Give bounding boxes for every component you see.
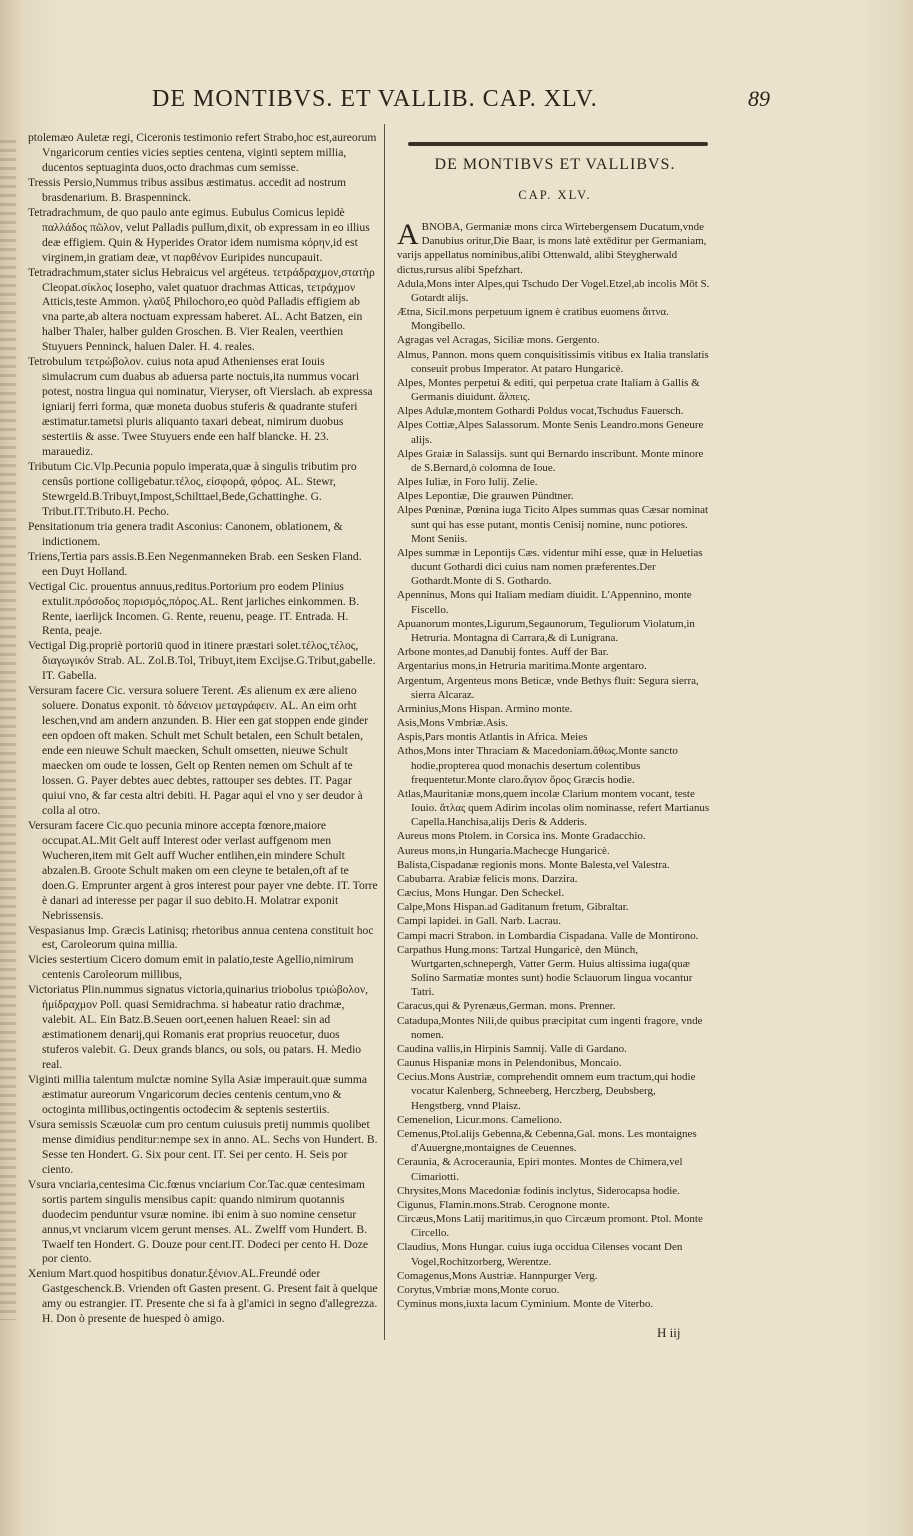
mountain-entry: Campi macri Strabon. in Lombardia Cispadana. Valle de Montirono. (397, 929, 699, 942)
glossary-entry: Vsura semissis Scæuolæ cum pro centum cuiusuis pretij nummis quolibet mense dimidius penditur:nempe sex in anno. AL. Sechs von Hundert. B. Sesse ten Hondert. G. Six pour cent. IT. Sei per cento. H. Seis por ciento. (28, 1117, 378, 1176)
chapter-number: CAP. XLV. (518, 188, 592, 202)
mountain-entry: Carpathus Hung.mons: Tartzal Hungaricè, den Münch, Wurtgarten,schnepergh, Vatter Germ. Huius altissima iuga(quæ Solino Sarmatiæ montes sunt) hodie Sclauorum lingua vocantur Tatri. (397, 943, 693, 999)
glossary-entry: Vectigal Cic. prouentus annuus,reditus.Portorium pro eodem Plinius extulit.πρόσοδος πορισμός,πόρος.AL. Rent jarliches einkommen. B. Rente, iaerlijck Incomen. G. Rente, reuenu, peage. IT. Entrada. H. Renta, peaje. (28, 579, 360, 638)
mountain-entry: Chrysites,Mons Macedoniæ fodinis inclytus, Siderocapsa hodie. (397, 1184, 680, 1197)
first-entry (397, 220, 711, 277)
glossary-entry: Vicies sestertium Cicero domum emit in palatio,teste Agellio,nimirum centenis Caroleorum millibus, (28, 953, 354, 982)
glossary-entry: Vsura vnciaria,centesima Cic.fœnus vnciarium Cor.Tac.quæ centesimam sortis partem singulis mensibus capit: quando nimirum quotannis duodecim penduntur vsuræ nomine. ibi enim à suo nomine censetur annus,vt vnciarum vicem gerunt menses. AL. Zwelff vom Hundert. B. Twaelf ten Hondert. G. Douze pour cent.IT. Dodeci per cento H. Doze por ciento. (28, 1177, 369, 1266)
first-entry-text: BNOBA, Germaniæ mons circa Wirtebergensem Ducatum,vnde Danubius oritur,Die Baar, is mons latè extēditur per Germaniam, varijs appellatus nominibus,alibi Ottenwald, alibi Steygherwald dictus,rursus alibi Spefzhart. (397, 221, 707, 276)
signature-mark: H iij (657, 1325, 681, 1340)
mountain-entry: Cemenelion, Licur.mons. Cameliono. (397, 1113, 562, 1126)
right-column (397, 220, 711, 1311)
mountain-entry: Cemenus,Ptol.alijs Gebenna,& Cebenna,Gal. mons. Les montaignes d'Auuergne,montaignes de Ceuennes. (397, 1128, 697, 1155)
mountain-entry: Alpes summæ in Lepontijs Cæs. videntur mihi esse, quæ in Heluetias ducunt Gothardi dici cuius nam nomen præferentes.Der Gothardt.Monte di S. Gothardo. (397, 546, 703, 588)
mountain-entry: Alpes Adulæ,montem Gothardi Poldus vocat,Tschudus Fauersch. (397, 405, 684, 418)
glossary-entry: Pensitationum tria genera tradit Asconius: Canonem, oblationem, & indictionem. (28, 519, 343, 548)
mountain-entry: Alpes Lepontiæ, Die grauwen Pündtner. (397, 490, 574, 503)
mountain-entry: Cæcius, Mons Hungar. Den Scheckel. (397, 887, 565, 900)
mountain-entry: Caudina vallis,in Hirpinis Samnij. Valle di Gardano. (397, 1042, 627, 1055)
mountain-entry: Aureus mons,in Hungaria.Machecge Hungaricè. (397, 844, 610, 857)
mountain-entry: Alpes Pœninæ, Pœnina iuga Ticito Alpes summas quas Cæsar nominat sunt qui has esse putant, montis Cenisij nomine, nunc potiores. Mont Seniis. (397, 504, 709, 545)
mountain-entry: Atlas,Mauritaniæ mons,quem incolæ Clarium montem vocant, teste Iouio. ἄτλας quem Adirim incolas olim nominasse, refert Martianus Capella.Hanchisa,alijs Deris & Adderis. (397, 787, 710, 829)
mountain-entry: Cabubarra. Arabiæ felicis mons. Darzira. (397, 872, 578, 885)
bleed-through-text (0, 140, 16, 1320)
left-column (28, 131, 378, 1327)
mountain-entry: Caunus Hispaniæ mons in Pelendonibus, Moncaio. (397, 1057, 622, 1070)
mountain-entry: Ætna, Sicil.mons perpetuum ignem è cratibus euomens ἄιτνα. Mongibello. (397, 306, 669, 333)
page-number: 89 (748, 86, 770, 111)
mountain-entry: Caracus,qui & Pyrenæus,German. mons. Prenner. (397, 1000, 616, 1013)
glossary-entry: Viginti millia talentum mulctæ nomine Sylla Asiæ imperauit.quæ summa æstimatur aureorum Vngaricorum decies centenis centum,vno & octoginta millibus,octingentis octodecim & septenis sestertiis. (28, 1073, 368, 1116)
mountain-entry: Argentarius mons,in Hetruria maritima.Monte argentaro. (397, 660, 647, 673)
mountain-entry: Athos,Mons inter Thraciam & Macedoniam.ἄθως.Monte sancto hodie,propterea quod monachis desertum colentibus frequentetur.Monte claro.ἅγιον ὄρος Græcis hodie. (397, 745, 678, 786)
glossary-entry: Triens,Tertia pars assis.B.Een Negenmanneken Brab. een Sesken Fland. een Duyt Holland. (28, 549, 362, 578)
mountain-entry: Balista,Cispadanæ regionis mons. Monte Balesta,vel Valestra. (397, 858, 670, 871)
mountain-entry: Claudius, Mons Hungar. cuius iuga occidua Cilenses vocant Den Vogel,Rochitzorberg, Werentze. (397, 1241, 683, 1268)
glossary-entry: Versuram facere Cic.quo pecunia minore accepta fœnore,maiore occupat.AL.Mit Gelt auff Interest oder verlast auffgenom men Wucheren,item mit Gelt auff Wucher entlihen,ein mindere Schult abzalen.B. Groote Schult maken om een cleyne te betalen,oft af te doen.G. Emprunter argent à gros interest pour payer vne debte. IT. Torre è danari ad interesse per pagar il suo debito.H. Molatrar exponit Nebrissensis. (28, 818, 378, 922)
glossary-entry: Vectigal Dig.propriè portoriū quod in itinere præstari solet.τέλος,τέλος, διαγωγικόν Strab. AL. Zol.B.Tol, Tribuyt,item Excijse.G.Tribut,gabelle. IT. Gabella. (28, 639, 376, 683)
mountain-entry: Alpes Graiæ in Salassijs. sunt qui Bernardo inscribunt. Monte minore de S.Bernard,ò colomna de Ioue. (397, 447, 704, 474)
glossary-entry: ptolemæo Auletæ regi, Ciceronis testimonio refert Strabo,hoc est,aureorum Vngaricorum centies vicies septies centena, viginti septem millia, ducentos septuaginta duos,octo drachmas cum semisse. (28, 131, 377, 174)
chapter-heading: DE MONTIBVS ET VALLIBVS. (434, 156, 676, 173)
mountain-entry: Aspis,Pars montis Atlantis in Africa. Meies (397, 731, 588, 744)
glossary-entry: Tetradrachmum,stater siclus Hebraicus vel argéteus. τετράδραχμον,στατὴρ Cleopat.σίκλος Iosepho, valet quatuor drachmas Atticas, τετράχμον Atticis,teste Ammon. γλαῦξ Philochoro,eo quòd Palladis effigiem ab vna parte,ab altera noctuam expressam haberet. AL. Acht Batzen, ein halber Thaler, halber gulden Groschen. B. Vier Realen, veerthien Stuyuers Penninck, haluen Daler. H. 4. reales. (28, 265, 375, 354)
mountain-entry: Adula,Mons inter Alpes,qui Tschudo Der Vogel.Etzel,ab incolis Mōt S. Gotardt alijs. (397, 277, 710, 304)
mountain-entry: Arminius,Mons Hispan. Armino monte. (397, 702, 573, 715)
mountain-entry: Catadupa,Montes Nili,de quibus præcipitat cum ingenti fragore, vnde nomen. (397, 1014, 703, 1041)
glossary-entry: Versuram facere Cic. versura soluere Terent. Æs alienum ex ære alieno soluere. Donatus exponit. τὸ δάνειον μεταγράφειν. AL. An eim orht leschen,vnd am andern anzunden. B. Hier een gat stoppen ende ginder een opdoen oft maken. Schult met Schult betalen, een Schult betalen, ende een nieuwe Schult maecken, Schult omsetten, nieuwe Schult maecken om oude te lossen, Gelt op Renten nemen om Schult af te lossen. G. Payer debtes auec debtes, rattouper ses debtes. IT. Pagar quiui vno, & far cesta altri debiti. H. Pagar aqui el vno y ser deudor à colla al otro. (28, 684, 369, 817)
mountain-entry: Argentum, Argenteus mons Beticæ, vnde Bethys fluit: Segura sierra, sierra Alcaraz. (397, 674, 699, 701)
mountain-entry: Apenninus, Mons qui Italiam mediam diuidit. L'Appennino, monte Fiscello. (397, 589, 692, 616)
mountain-entry: Alpes Cottiæ,Alpes Salassorum. Monte Senis Leandro.mons Geneure alijs. (397, 419, 704, 446)
mountain-entry: Asis,Mons Vmbriæ.Asis. (397, 717, 509, 730)
mountain-entry: Arbone montes,ad Danubij fontes. Auff der Bar. (397, 646, 609, 659)
glossary-entry: Vespasianus Imp. Græcis Latinisq; rhetoribus annua centena constituit hoc est, Caroleorum quina millia. (28, 923, 374, 952)
mountain-entry: Corytus,Vmbriæ mons,Monte coruo. (397, 1283, 560, 1296)
mountain-entry: Campi lapidei. in Gall. Narb. Lacrau. (397, 915, 562, 928)
glossary-entry: Tressis Persio,Nummus tribus assibus æstimatus. accedit ad nostrum brasdenarium. B. Braspenninck. (28, 175, 347, 204)
mountain-entry: Circæus,Mons Latij maritimus,in quo Circæum promont. Ptol. Monte Circello. (397, 1213, 703, 1240)
mountain-entry: Cigunus, Flamin.mons.Strab. Cerognone monte. (397, 1198, 610, 1211)
mountain-entry: Calpe,Mons Hispan.ad Gaditanum fretum, Gibraltar. (397, 901, 629, 914)
mountain-entry: Alpes Iuliæ, in Foro Iulij. Zelie. (397, 476, 538, 489)
glossary-entry: Tetrobulum τετρώβολον. cuius nota apud Athenienses erat Iouis simulacrum cum duabus ab aduersa parte noctuis,ita nummus vocari potest, nostra lingua qui nominatur, Vieryser, oft Vierslach. ab expressa igniarij ferri forma, quæ moneta duobus stuferis & quadrante stuferi æstimatur.tametsi pluris aliquanto taxari debeat, nimirum duobus sestertiis & asse. Twee Stuyuers ende een half blancke. H. 23. marauediz. (28, 355, 373, 459)
mountain-entry: Alpes, Montes perpetui & editi, qui perpetua crate Italiam à Gallis & Germanis diuidunt. ἄλπεις. (397, 376, 700, 404)
mountain-entry: Aureus mons Ptolem. in Corsica ins. Monte Gradacchio. (397, 830, 646, 843)
ornamental-rule (408, 142, 708, 146)
mountain-entry: Cyminus mons,iuxta lacum Cyminium. Monte de Viterbo. (397, 1298, 654, 1311)
mountain-entry: Agragas vel Acragas, Siciliæ mons. Gergento. (397, 334, 600, 347)
mountain-entry: Cecius.Mons Austriæ, comprehendit omnem eum tractum,qui hodie vocatur Kalenberg, Schneeberg, Herczberg, Deubsberg, Hengstberg, vnnd Plaisz. (397, 1071, 696, 1112)
mountain-entry: Apuanorum montes,Ligurum,Segaunorum, Teguliorum Violatum,in Hetruria. Montagna di Carrara,& di Lunigrana. (397, 617, 695, 644)
glossary-entry: Tetradrachmum, de quo paulo ante egimus. Eubulus Comicus lepidè παλλάδος πῶλον, velut Palladis pullum,dixit, ob expressam in eo illius deæ effigiem. Quin & Hyperides Orator idem numisma κόρην,id est virginem,in gratiam deæ, vt παρθένον Euripides nuncupauit. (28, 205, 370, 264)
glossary-entry: Victoriatus Plin.nummus signatus victoria,quinarius triobolus τριώβολον, ἡμίδραχμον Poll. quasi Semidrachma. si habeatur ratio drachmæ, valebit. AL. Ein Batz.B.Seuen oort,eenen haluen Reael: sin ad æstimationem denarij,qui Romanis erat proprius reuocetur, duos stuferos valebit. G. Deux grands blancs, ou sols, ou patars. H. Medio real. (28, 983, 368, 1072)
running-head: DE MONTIBVS. ET VALLIB. CAP. XLV. (152, 86, 598, 112)
column-rule (384, 124, 385, 1340)
mountain-entry: Comagenus,Mons Austriæ. Hannpurger Verg. (397, 1269, 598, 1282)
mountain-entry: Almus, Pannon. mons quem conquisitissimis vitibus ex Italia translatis conseuit probus Imperator. At pataro Hungaricè. (397, 348, 709, 375)
mountain-entry: Ceraunia, & Acroceraunia, Epiri montes. Montes de Chimera,vel Cimariotti. (397, 1156, 683, 1183)
glossary-entry: Xenium Mart.quod hospitibus donatur.ξένιον.AL.Freundé oder Gastgeschenck.B. Vrienden oft Gasten present. G. Present fait à quelque amy ou estrangier. IT. Presente che si fa à gl'amici in segno d'allegrezza. H. Don ò presente de huesped ò amigo. (28, 1267, 378, 1326)
drop-cap: A (397, 218, 419, 251)
glossary-entry: Tributum Cic.Vlp.Pecunia populo imperata,quæ à singulis tributim pro censûs portione colligebatur.τέλος, εἰσφορά, φόρος. AL. Stewr, Stewrgeld.B.Tribuyt,Impost,Schilttael,Bede,Gchattinghe. G. Tribut.IT.Tributo.H. Pecho. (28, 459, 357, 518)
